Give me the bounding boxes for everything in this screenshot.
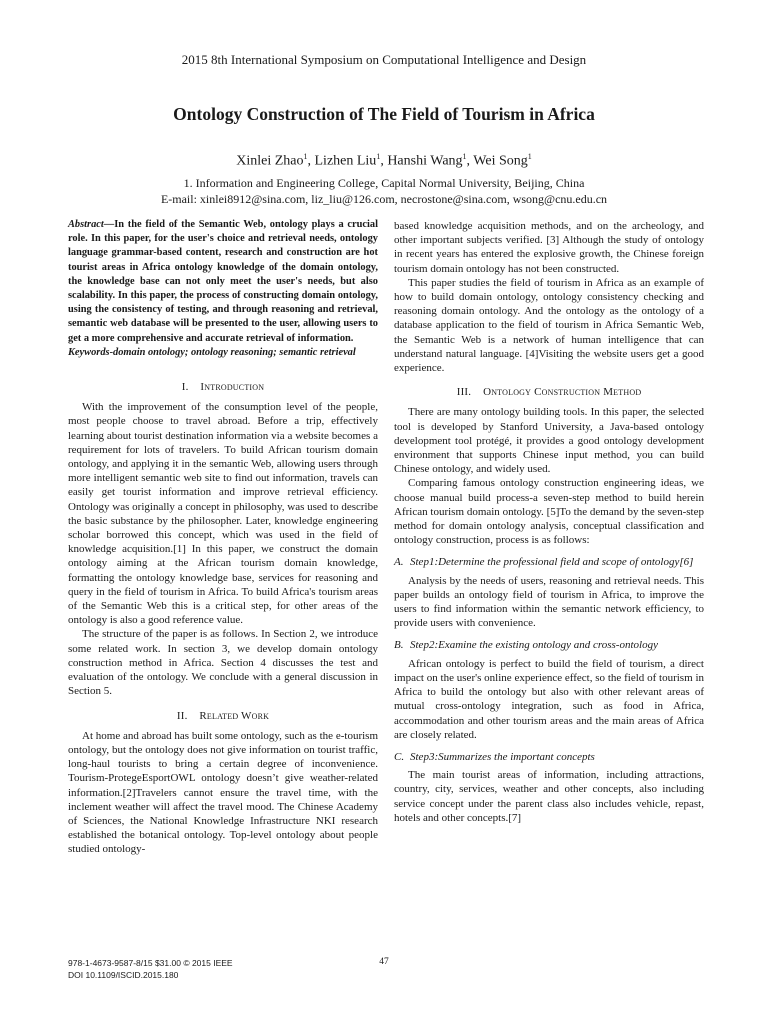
subsection-title: Step1:Determine the professional field and scope of ontology[6]	[410, 556, 694, 569]
affiliation: 1. Information and Engineering College, Capital Normal University, Beijing, China	[183, 176, 585, 190]
section-heading-method	[394, 385, 704, 399]
paragraph-continued: based knowledge acquisition methods, and on the archeology, and other important subjects verified. [3] Although the study of ontology in recent years has entered the explosive growth, the Chinese foreign tourism domain ontology has not been constructed.	[394, 220, 704, 275]
email-line: E-mail: xinlei8912@sina.com, liz_liu@126.com, necrostone@sina.com, wsong@cnu.edu.cn	[160, 192, 608, 206]
author-name: Xinlei Zhao	[236, 153, 304, 169]
author-name: Wei Song	[473, 153, 528, 169]
subsection-heading-step3	[394, 750, 704, 764]
conference-header: 2015 8th International Symposium on Computational Intelligence and Design	[181, 52, 587, 67]
author-affil-mark: 1	[527, 152, 532, 161]
subsection-label: A.	[394, 556, 404, 569]
page-number: 47	[379, 957, 389, 967]
author-list: Xinlei Zhao$^1$, Lizhen Liu$^1$, Hanshi Wang$^1$, Wei Song$^1$	[236, 152, 532, 169]
paragraph: Comparing famous ontology construction engineering ideas, we choose manual build process-a seven-step method to build herein African tourism domain ontology. [5]To the demand by the seven-step method for domain ontology analysis, conceptual classification and ontology construction, process is as follows:	[394, 477, 704, 547]
paper-title: Ontology Construction of The Field of Tourism in Africa	[173, 104, 595, 124]
abstract-text: —In the field of the Semantic Web, ontology plays a crucial role. In this paper, for the user's choice and retrieval needs, ontology language grammar-based content, research and construction are hot tourist areas in Africa ontology knowledge of the domain ontology, the knowledge base can not only meet the user's needs, but also scalability. In this paper, the process of constructing domain ontology, using the consistency of testing, and through reasoning and retrieval, semantic web database will be presented to the user, allowing users to get a more comprehensive and accurate retrieval of information.	[68, 219, 378, 344]
author-affil-mark: 1	[462, 152, 467, 161]
abstract	[68, 218, 378, 346]
author-affil-mark: 1	[303, 152, 308, 161]
author-name: Lizhen Liu	[314, 153, 377, 169]
right-column	[394, 219, 704, 825]
subsection-label: C.	[394, 750, 405, 763]
section-title: Ontology Construction Method	[483, 386, 642, 399]
paragraph: At home and abroad has built some ontology, such as the e-tourism ontology, but the ontology does not give information on tourist traffic, long-haul tourists to bring a certain degree of inconvenience. Tourism-ProtegeEsportOWL ontology doesn’t give weather-related information.[2]Travelers cannot ensure the travel time, with the inclement weather will affect the travel mood. The Chinese Academy of Sciences, the National Knowledge Infrastructure NKI research established the botanical ontology. Top-level ontology about people studied ontology-	[68, 729, 378, 856]
subsection-heading-step1	[394, 555, 704, 569]
section-number: II.	[176, 709, 188, 722]
author-name: Hanshi Wang	[387, 153, 463, 169]
paragraph: African ontology is perfect to build the field of tourism, a direct impact on the user's online experience effect, so the field of tourism in Africa to build the ontology but also with other relevant areas of mutual cross-ontology integration, such as food in Africa, accommodation and other tourism areas and the main areas of Africa are closely related.	[394, 657, 704, 741]
paragraph: This paper studies the field of tourism in Africa as an example of how to build domain ontology, ontology consistency checking and reasoning domain ontology. And the ontology as the ontology of a database application to the field of tourism in Africa Semantic Web, the Semantic Web is a network of human intelligence that can understand natural language. [4]Visiting the website users get a good experience.	[394, 276, 704, 375]
subsection-title: Step2:Examine the existing ontology and cross-ontology	[410, 639, 658, 652]
subsection-title: Step3:Summarizes the important concepts	[410, 750, 595, 763]
section-title: Introduction	[200, 381, 265, 394]
paragraph: Analysis by the needs of users, reasoning and retrieval needs. This paper builds an ontology field of tourism in Africa, to improve the users to find information within the semantic network efficiency, to provide users with convenience.	[394, 574, 704, 630]
left-column	[68, 218, 378, 857]
section-heading-introduction	[68, 380, 378, 394]
subsection-heading-step2	[394, 638, 704, 652]
section-heading-related-work	[68, 709, 378, 723]
abstract-lead: Abstract	[68, 219, 104, 230]
paragraph: The structure of the paper is as follows. In Section 2, we introduce some related work. In section 3, we develop domain ontology construction method in Africa. Section 4 discusses the test and evaluation of the ontology. We conclude with a general discussion in Section 5.	[68, 628, 378, 698]
keywords: Keywords-domain ontology; ontology reasoning; semantic retrieval	[68, 346, 356, 358]
doi-line: DOI 10.1109/ISCID.2015.180	[68, 970, 179, 980]
subsection-label: B.	[394, 639, 404, 652]
section-title: Related Work	[199, 709, 270, 722]
affiliation-block	[0, 175, 768, 207]
section-number: I.	[181, 381, 189, 394]
paragraph: The main tourist areas of information, including attractions, country, city, services, weather and other concepts, also including service concept under the parent class also includes vehicle, repast, hotels and other concepts.[7]	[394, 769, 704, 824]
author-affil-mark: 1	[376, 152, 381, 161]
section-number: III.	[456, 386, 472, 399]
isbn-line: 978-1-4673-9587-8/15 $31.00 © 2015 IEEE	[68, 958, 233, 968]
paragraph: With the improvement of the consumption level of the people, most people choose to travel abroad. Before a trip, effectively learning about tourist destination information via a website becomes a requirement for lots of travelers. To build African tourism domain ontology, and applying it in the semantic Web, allowing users through more intelligent semantic web site to find out information, travels can easily get tourist information and improve retrieval efficiency. Ontology was originally a concept in philosophy, was used to describe the basic substance by the philosopher. Later, knowledge engineering scholar borrowed this concept, which was used in the field of knowledge acquisition.[1] In this paper, we construct the domain ontology aiming at the African tourism domain knowledge, formatting the ontology knowledge base, services for reasoning and query in the field of tourism in Africa. To build Africa's tourism areas of the Semantic Web this is a critical step, for other areas of the ontology is also a good reference value.	[68, 401, 378, 627]
paragraph: There are many ontology building tools. In this paper, the selected tool is developed by Stanford University, a Java-based ontology development tool protégé, it provides a good ontology development environment that supports Chinese input method, you can build Chinese ontology, and widely used.	[394, 406, 704, 476]
